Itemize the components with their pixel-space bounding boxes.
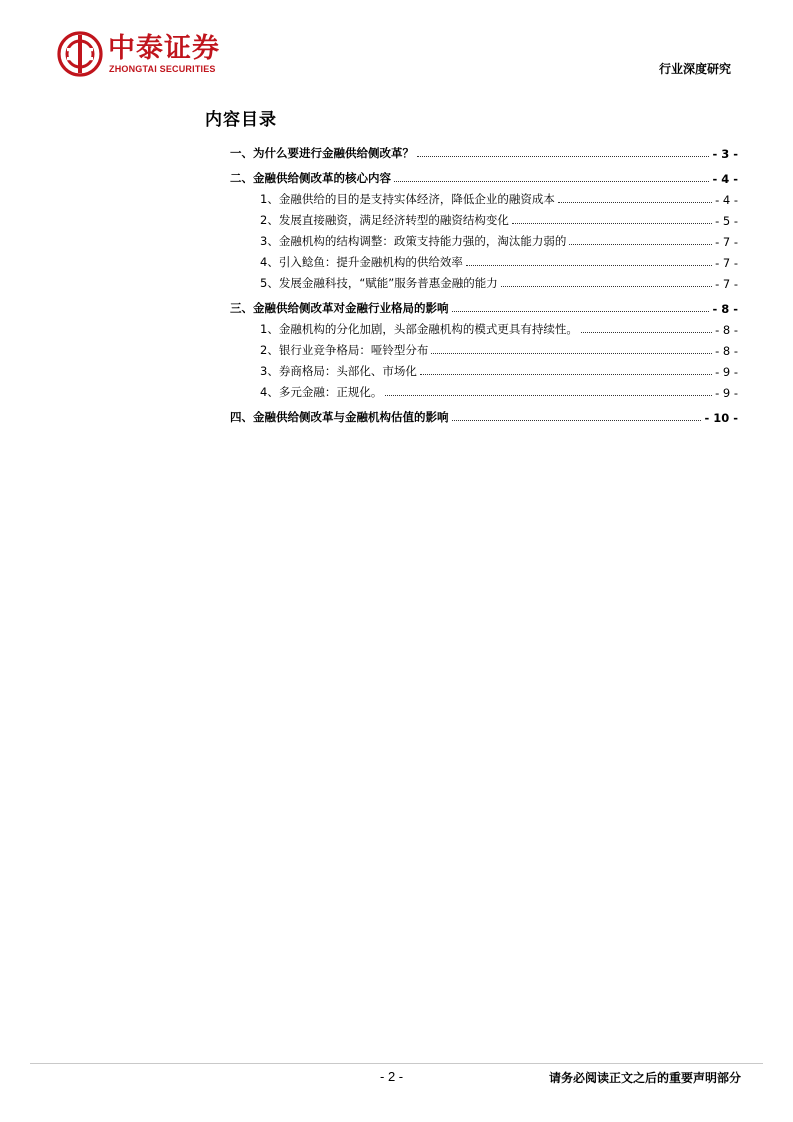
toc-entry-page: - 7 -: [715, 277, 738, 291]
toc-subentry[interactable]: [230, 270, 738, 291]
toc-leader-dots: [385, 394, 712, 396]
zhongtai-logo-icon: [57, 31, 103, 77]
toc-entry-text: 4、多元金融：正规化。: [260, 385, 383, 399]
toc-entry-text: 1、金融供给的目的是支持实体经济，降低企业的融资成本: [260, 192, 555, 206]
toc-subentry[interactable]: [230, 337, 738, 358]
toc-leader-dots: [431, 352, 712, 354]
toc-entry-text: 1、金融机构的分化加剧，头部金融机构的模式更具有持续性。: [260, 322, 578, 336]
toc-entry[interactable]: [230, 165, 738, 186]
footer-divider: [30, 1063, 763, 1064]
toc-entry-page: - 8 -: [712, 302, 738, 316]
toc-entry-text: 二、金融供给侧改革的核心内容: [230, 171, 391, 185]
toc-entry-text: 4、引入鲶鱼：提升金融机构的供给效率: [260, 255, 463, 269]
company-logo: [57, 31, 237, 79]
toc-leader-dots: [569, 243, 712, 245]
toc-leader-dots: [452, 310, 710, 312]
toc-entry-text: 一、为什么要进行金融供给侧改革？: [230, 146, 414, 160]
toc-entry[interactable]: [230, 295, 738, 316]
logo-english-text: ZHONGTAI SECURITIES: [109, 64, 216, 74]
toc-subentry[interactable]: [230, 358, 738, 379]
toc-subentry[interactable]: [230, 207, 738, 228]
toc-entry-page: - 9 -: [715, 386, 738, 400]
toc-leader-dots: [501, 285, 712, 287]
toc-leader-dots: [466, 264, 712, 266]
toc-title: 内容目录: [205, 110, 277, 130]
toc-leader-dots: [417, 155, 709, 157]
report-type-label: 行业深度研究: [658, 62, 731, 76]
toc-entry-text: 三、金融供给侧改革对金融行业格局的影响: [230, 301, 449, 315]
page-number: - 2 -: [380, 1069, 404, 1084]
toc-leader-dots: [512, 222, 712, 224]
toc-leader-dots: [394, 180, 709, 182]
toc-leader-dots: [581, 331, 712, 333]
toc-subentry[interactable]: [230, 249, 738, 270]
toc-entry-text: 3、金融机构的结构调整：政策支持能力强的，淘汰能力弱的: [260, 234, 567, 248]
toc-leader-dots: [420, 373, 712, 375]
toc-subentry[interactable]: [230, 228, 738, 249]
toc-leader-dots: [452, 419, 702, 421]
toc-entry-text: 2、银行业竞争格局：哑铃型分布: [260, 343, 429, 357]
toc-entry-page: - 7 -: [715, 235, 738, 249]
table-of-contents: [230, 140, 738, 425]
page-header: [0, 0, 793, 90]
toc-entry-page: - 8 -: [715, 323, 738, 337]
toc-entry-page: - 5 -: [715, 214, 738, 228]
toc-subentry[interactable]: [230, 186, 738, 207]
toc-entry-text: 3、券商格局：头部化、市场化: [260, 364, 417, 378]
toc-entry-page: - 10 -: [704, 411, 738, 425]
toc-entry-text: 5、发展金融科技，“赋能”服务普惠金融的能力: [260, 276, 498, 290]
toc-entry-page: - 4 -: [715, 193, 738, 207]
footer-disclaimer: 请务必阅读正文之后的重要声明部分: [548, 1071, 741, 1085]
toc-entry-text: 2、发展直接融资，满足经济转型的融资结构变化: [260, 213, 509, 227]
toc-entry-page: - 4 -: [712, 172, 738, 186]
logo-chinese-text: 中泰证券: [108, 33, 220, 64]
toc-entry[interactable]: [230, 404, 738, 425]
toc-subentry[interactable]: [230, 316, 738, 337]
toc-entry-page: - 8 -: [715, 344, 738, 358]
toc-entry-page: - 7 -: [715, 256, 738, 270]
toc-entry-page: - 3 -: [712, 147, 738, 161]
toc-entry-text: 四、金融供给侧改革与金融机构估值的影响: [230, 410, 449, 424]
toc-entry-page: - 9 -: [715, 365, 738, 379]
toc-subentry[interactable]: [230, 379, 738, 400]
toc-entry[interactable]: [230, 140, 738, 161]
toc-leader-dots: [558, 201, 712, 203]
